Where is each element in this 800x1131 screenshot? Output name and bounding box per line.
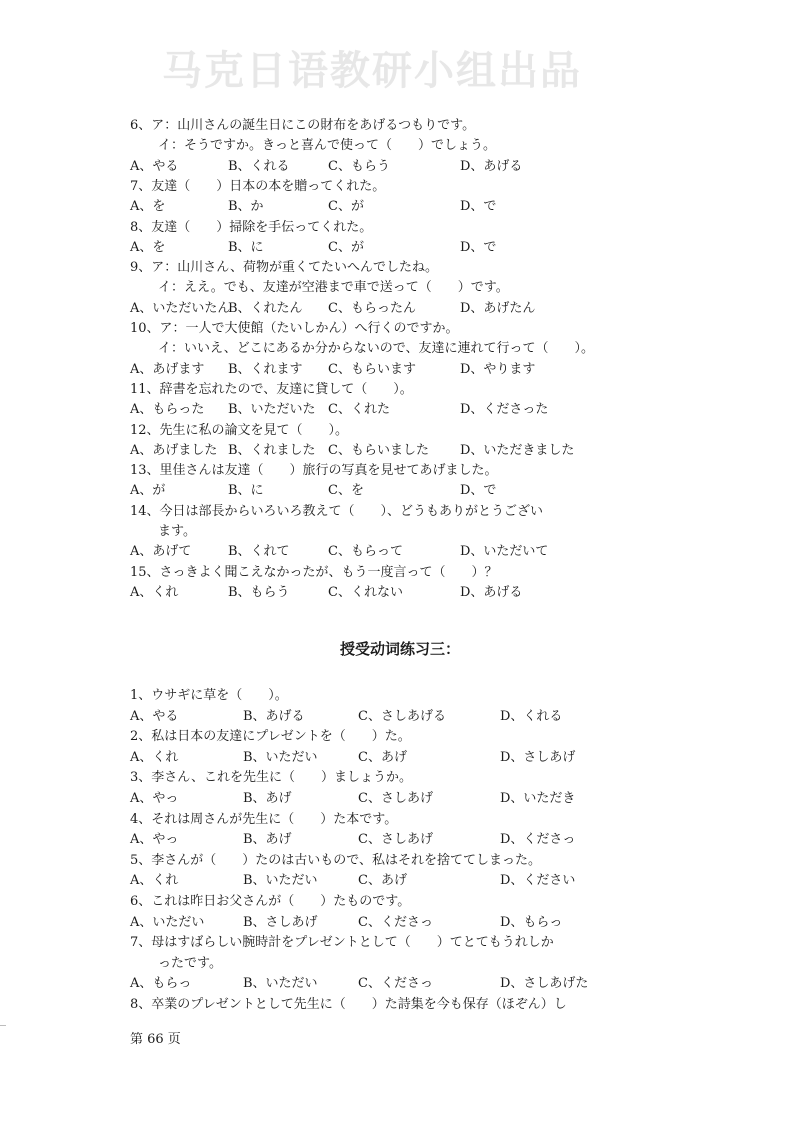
question-text: 12、先生に私の論文を見て（ ）。 — [130, 422, 349, 438]
answer-option: C、さしあげ — [358, 791, 433, 806]
answer-option: B、か — [228, 199, 264, 215]
answer-option: A、が — [130, 483, 166, 499]
answer-option: A、やっ — [130, 832, 179, 848]
question-text-continued: イ：そうですか。きっと喜んで使って（ ）でしょう。 — [158, 138, 497, 154]
answer-option: C、さしあげ — [358, 832, 433, 848]
answer-option: B、に — [228, 483, 264, 499]
question-text: 2、私は日本の友達にプレゼントを（ ）た。 — [130, 729, 411, 745]
answer-option: B、くれました — [228, 442, 316, 458]
answer-option: A、を — [130, 239, 166, 255]
answer-option: C、くださっ — [358, 914, 433, 930]
answer-option: D、で — [460, 199, 497, 215]
question-text: 10、ア：一人で大使館（たいしかん）へ行くのですか。 — [130, 321, 459, 336]
question-text: 7、友達（ ）日本の本を贈ってくれた。 — [130, 178, 386, 194]
answer-option: C、くださっ — [358, 976, 433, 992]
answer-option: C、が — [328, 199, 364, 215]
answer-option: B、いただい — [243, 976, 318, 992]
section-title: 授受动词练习三： — [339, 640, 460, 658]
question-text: 11、辞書を忘れたので、友達に貸して（ ）。 — [130, 381, 413, 397]
answer-option: D、さしあげ — [500, 749, 576, 765]
answer-option: C、が — [328, 239, 364, 255]
answer-option: C、もらいました — [328, 442, 429, 458]
header-watermark: 马克日语教研小组出品 — [162, 48, 582, 94]
question-text-continued: ったです。 — [158, 955, 222, 971]
question-text: 14、今日は部長からいろいろ教えて（ ）、どうもありがとうござい — [130, 503, 544, 519]
answer-option: C、もらう — [328, 158, 390, 174]
answer-option: D、あげる — [460, 158, 523, 174]
question-text-continued: イ：いいえ、どこにあるか分からないので、友達に連れて行って（ ）。 — [158, 341, 595, 357]
answer-option: D、ください — [500, 873, 576, 889]
answer-option: D、あげたん — [460, 300, 536, 316]
answer-option: D、いただきました — [460, 442, 575, 458]
question-text-continued: イ：ええ。でも、友達が空港まで車で送って（ ）です。 — [158, 280, 509, 296]
answer-option: A、あげました — [130, 442, 218, 458]
answer-option: A、くれ — [130, 873, 179, 889]
answer-option: A、もらった — [130, 402, 205, 418]
answer-option: D、いただき — [500, 791, 576, 806]
answer-option: B、いただい — [243, 749, 318, 765]
question-text: 1、ウサギに草を（ ）。 — [130, 688, 288, 703]
answer-option: B、あげ — [243, 832, 292, 848]
answer-option: B、あげ — [243, 791, 292, 806]
question-text: 8、卒業のプレゼントとして先生に（ ）た詩集を今も保存（ほぞん）し — [130, 997, 567, 1012]
answer-option: B、くれます — [228, 361, 303, 377]
answer-option: A、くれ — [130, 749, 179, 765]
answer-option: B、に — [228, 239, 264, 255]
answer-option: C、あげ — [358, 749, 407, 765]
question-text: 3、李さん、これを先生に（ ）ましょうか。 — [130, 770, 413, 786]
answer-option: B、さしあげ — [243, 914, 318, 930]
answer-option: D、さしあげた — [500, 976, 589, 992]
scan-edge-mark — [0, 1025, 6, 1026]
answer-option: A、やる — [130, 708, 179, 724]
answer-option: B、もらう — [228, 584, 290, 600]
answer-option: D、やります — [460, 361, 536, 377]
answer-option: B、いただい — [243, 873, 318, 889]
answer-option: A、いただいたん — [130, 300, 231, 316]
answer-option: D、くれる — [500, 708, 563, 724]
answer-option: C、もらいます — [328, 361, 416, 377]
answer-option: D、もらっ — [500, 914, 563, 930]
question-text: 9、ア：山川さん、荷物が重くてたいへんでしたね。 — [130, 260, 439, 276]
answer-option: A、やる — [130, 158, 179, 174]
answer-option: D、くださっ — [500, 832, 576, 848]
answer-option: B、くれたん — [228, 300, 303, 316]
answer-option: C、もらったん — [328, 300, 416, 316]
question-text: 4、それは周さんが先生に（ ）た本です。 — [130, 811, 398, 827]
answer-option: B、くれて — [228, 544, 290, 560]
question-text: 7、母はすばらしい腕時計をプレゼントとして（ ）てとてもうれしか — [130, 935, 554, 951]
answer-option: A、いただい — [130, 914, 205, 930]
answer-option: B、あげる — [243, 708, 305, 724]
answer-option: D、で — [460, 239, 497, 255]
answer-option: C、さしあげる — [358, 708, 446, 724]
answer-option: D、くださった — [460, 402, 549, 418]
answer-option: B、くれる — [228, 158, 290, 174]
question-text-continued: ます。 — [158, 524, 196, 539]
question-text: 6、これは昨日お父さんが（ ）たものです。 — [130, 894, 411, 909]
page-number: 第 66 页 — [130, 1032, 181, 1047]
answer-option: D、で — [460, 483, 497, 499]
question-text: 5、李さんが（ ）たのは古いもので、私はそれを捨ててしまった。 — [130, 852, 542, 868]
answer-option: C、くれない — [328, 584, 403, 600]
question-text: 13、里佳さんは友達（ ）旅行の写真を見せてあげました。 — [130, 463, 498, 479]
question-text: 15、さっきよく聞こえなかったが、もう一度言って（ ）？ — [130, 564, 498, 580]
question-text: 8、友達（ ）掃除を手伝ってくれた。 — [130, 219, 373, 235]
answer-option: A、を — [130, 199, 166, 215]
question-text: 6、ア：山川さんの誕生日にこの財布をあげるつもりです。 — [130, 118, 476, 133]
answer-option: A、もらっ — [130, 976, 192, 992]
answer-option: D、あげる — [460, 584, 523, 600]
answer-option: B、いただいた — [228, 402, 316, 418]
answer-option: C、を — [328, 483, 364, 499]
answer-option: C、くれた — [328, 402, 390, 418]
answer-option: C、あげ — [358, 873, 407, 889]
answer-option: C、もらって — [328, 544, 403, 560]
answer-option: A、やっ — [130, 791, 179, 806]
answer-option: D、いただいて — [460, 544, 549, 560]
answer-option: A、あげます — [130, 361, 205, 377]
answer-option: A、あげて — [130, 544, 192, 560]
answer-option: A、くれ — [130, 584, 179, 600]
